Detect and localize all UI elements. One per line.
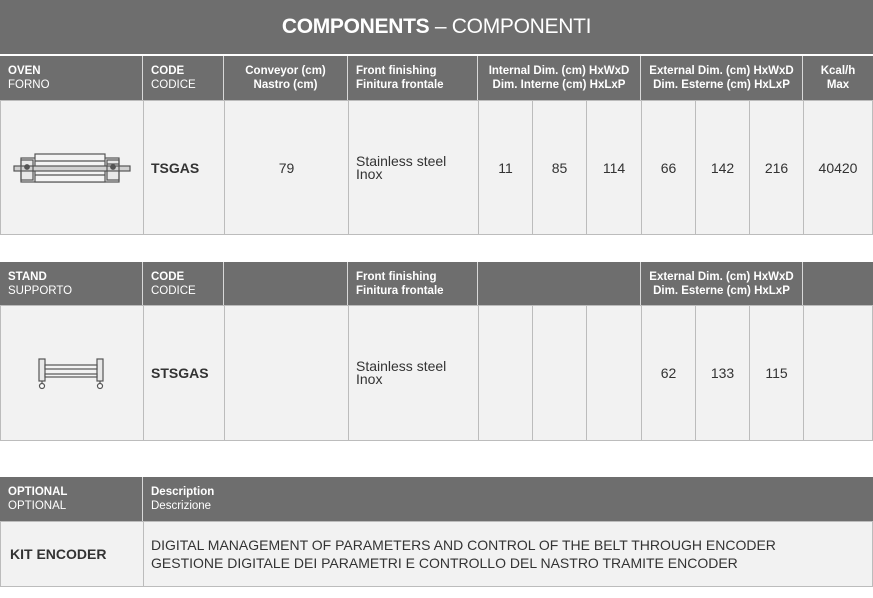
header-code: CODE CODICE [143,262,224,305]
conveyor-oven-icon [1,101,144,234]
header-kcal: Kcal/h Max [820,65,856,91]
header-front-finishing: Front finishing Finitura frontale [348,56,478,100]
header-stand: STAND SUPPORTO [0,262,143,305]
page-title [0,0,873,54]
stand-table-row [0,305,873,441]
header-oven: OVEN FORNO [0,56,143,100]
oven-external-w: 142 [696,101,750,234]
stand-icon [1,306,144,440]
oven-internal-d: 114 [587,101,642,234]
header-code: CODE CODICE [143,56,224,100]
header-empty [803,262,873,305]
oven-internal-w: 85 [533,101,587,234]
stand-empty-cell [533,306,587,440]
oven-internal-h: 11 [479,101,533,234]
header-empty [478,262,641,305]
stand-external-d: 115 [750,306,804,440]
optional-description: DIGITAL MANAGEMENT OF PARAMETERS AND CONTROL OF THE BELT THROUGH ENCODER GESTIONE DIGITALE DEI PARAMETRI E CONTROLLO DEL NASTRO TRAMITE ENCODER [151,537,776,571]
header-external-dim: External Dim. (cm) HxWxD Dim. Esterne (cm) HxLxP [641,262,803,305]
oven-front-finishing: Stainless steel Inox [349,101,479,234]
stand-empty-cell [587,306,642,440]
header-external-dim: External Dim. (cm) HxWxD Dim. Esterne (cm) HxLxP [641,56,803,100]
oven-external-d: 216 [750,101,804,234]
stand-empty-cell [479,306,533,440]
header-description: Description Descrizione [151,486,215,512]
stand-front-finishing: Stainless steel Inox [349,306,479,440]
title-rest: – COMPONENTI [429,15,592,38]
optional-table-row [0,521,873,587]
stand-empty-cell [225,306,349,440]
optional-table-header [0,477,873,521]
header-optional: OPTIONAL OPTIONAL [0,477,143,521]
stand-table-header [0,262,873,305]
stand-empty-cell [804,306,872,440]
oven-kcal-value: 40420 [818,159,858,176]
oven-conveyor-value: 79 [225,101,349,234]
header-internal-dim: Internal Dim. (cm) HxWxD Dim. Interne (cm) HxLxP [478,56,641,100]
stand-external-h: 62 [642,306,696,440]
stand-external-w: 133 [696,306,750,440]
header-front-finishing: Front finishing Finitura frontale [348,262,478,305]
stand-code: STSGAS [144,306,225,440]
oven-table-row [0,100,873,235]
header-conveyor: Conveyor (cm) Nastro (cm) [224,56,348,100]
title-bold: COMPONENTS [281,15,430,38]
header-empty [224,262,348,305]
optional-code: KIT ENCODER [1,522,144,586]
oven-table-header [0,56,873,100]
oven-external-h: 66 [642,101,696,234]
oven-code: TSGAS [144,101,225,234]
